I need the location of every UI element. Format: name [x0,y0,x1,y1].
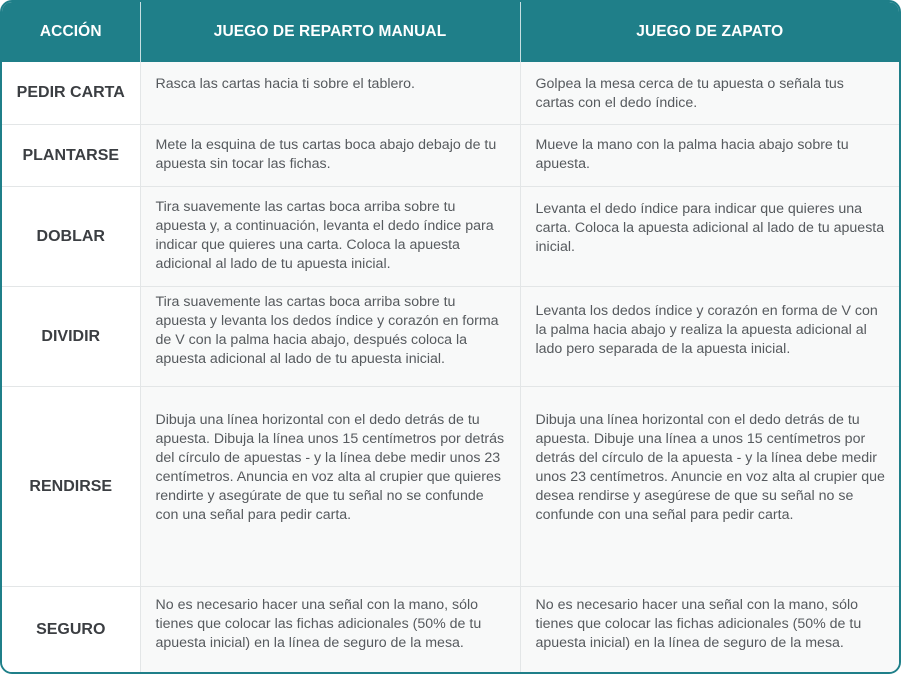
table-body [2,62,899,672]
action-label: PLANTARSE [2,124,140,186]
header-manual-game: JUEGO DE REPARTO MANUAL [140,2,520,62]
shoe-game-description: Dibuja una línea horizontal con el dedo detrás de tu apuesta. Dibuje una línea a unos 15 centímetros por detrás del círculo de la apuesta - y la línea debe medir unos 23 centímetros. Anuncie en voz alta al crupier que desea rendirse y asegúrese de que su señal no se confunde con una señal para pedir carta. [520,386,899,586]
table-row-pedir-carta [2,62,899,124]
action-label: RENDIRSE [2,386,140,586]
manual-game-description: Tira suavemente las cartas boca arriba sobre tu apuesta y levanta los dedos índice y corazón en forma de V con la palma hacia abajo, después coloca la apuesta adicional al lado de tu apuesta inicial. [140,286,520,386]
action-label: PEDIR CARTA [2,62,140,124]
table-row-rendirse [2,386,899,586]
header-shoe-game: JUEGO DE ZAPATO [520,2,899,62]
manual-game-description: No es necesario hacer una señal con la mano, sólo tienes que colocar las fichas adicionales (50% de tu apuesta inicial) en la línea de seguro de la mesa. [140,586,520,672]
manual-game-description: Dibuja una línea horizontal con el dedo detrás de tu apuesta. Dibuja la línea unos 15 centímetros por detrás del círculo de apuestas - y la línea debe medir unos 23 centímetros. Anuncia en voz alta al crupier que quieres rendirte y asegúrate de que tu señal no se confunde con una señal para pedir carta. [140,386,520,586]
shoe-game-description: No es necesario hacer una señal con la mano, sólo tienes que colocar las fichas adicionales (50% de tu apuesta inicial) en la línea de seguro de la mesa. [520,586,899,672]
action-label: DOBLAR [2,186,140,286]
table-row-seguro [2,586,899,672]
manual-game-description: Tira suavemente las cartas boca arriba sobre tu apuesta y, a continuación, levanta el dedo índice para indicar que quieres una carta. Coloca la apuesta adicional al lado de tu apuesta inicial. [140,186,520,286]
table-header [2,2,899,62]
shoe-game-description: Levanta el dedo índice para indicar que quieres una carta. Coloca la apuesta adicional al lado de tu apuesta inicial. [520,186,899,286]
shoe-game-description: Levanta los dedos índice y corazón en forma de V con la palma hacia abajo y realiza la apuesta adicional al lado pero separada de la apuesta inicial. [520,286,899,386]
header-row [2,2,899,62]
action-label: SEGURO [2,586,140,672]
action-label: DIVIDIR [2,286,140,386]
table-row-doblar [2,186,899,286]
manual-game-description: Rasca las cartas hacia ti sobre el tablero. [140,62,520,124]
shoe-game-description: Golpea la mesa cerca de tu apuesta o señala tus cartas con el dedo índice. [520,62,899,124]
header-action: ACCIÓN [2,2,140,62]
manual-game-description: Mete la esquina de tus cartas boca abajo debajo de tu apuesta sin tocar las fichas. [140,124,520,186]
table-row-plantarse [2,124,899,186]
table-row-dividir [2,286,899,386]
shoe-game-description: Mueve la mano con la palma hacia abajo sobre tu apuesta. [520,124,899,186]
hand-signals-table [2,2,899,672]
